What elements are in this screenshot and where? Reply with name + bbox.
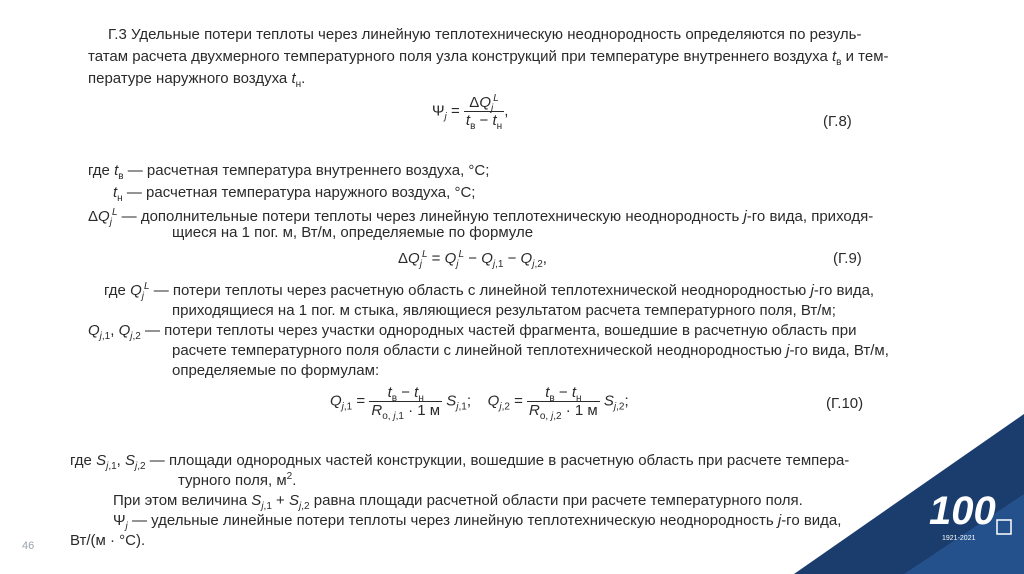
logo-years-text: 1921-2021	[942, 535, 976, 542]
intro-line-1: Г.3 Удельные потери теплоты через линейную теплотехническую неоднородность определяются по резуль-	[108, 26, 862, 43]
equation-g10: $Q_{j,1}$ = $\frac{t_в - t_н}{R_{о, j,1} \cdot 1 м}$ $S_{j,1}$; $Q_{j,2}$ = $\frac{t_в - t_н}{R_{о, j,2} \cdot 1 м}$ $S_{j,2}$;	[330, 384, 629, 422]
page-number: 46	[22, 540, 35, 552]
def-ql-line-2: приходящиеся на 1 пог. м стыка, являющиеся результатом расчета температурного поля, Вт/м;	[172, 302, 836, 319]
equation-g9: $\Delta Q_j^L = Q_j^L - Q_{j,1} - Q_{j,2}$,	[398, 249, 547, 270]
def-tn: $t_н$ — расчетная температура наружного воздуха, °С;	[113, 184, 476, 204]
equation-g8: $\Psi_j$ = $\frac{\Delta Q_j^L}{t_в - t_н}$ ,	[432, 93, 509, 132]
intro-line-3: пературе наружного воздуха $t_н$.	[88, 70, 306, 90]
equation-number-g10: (Г.10)	[826, 395, 864, 412]
def-psi-line-1: $\Psi_j$ — удельные линейные потери теплоты через линейную теплотехническую неоднородность j-го вида,	[113, 512, 842, 532]
note-line: При этом величина $S_{j,1} + S_{j,2}$ равна площади расчетной области при расчете температурного поля.	[113, 492, 803, 512]
equation-number-g9: (Г.9)	[833, 250, 862, 267]
def-tv: где $t_в$ — расчетная температура внутреннего воздуха, °С;	[88, 162, 490, 182]
def-psi-line-2: Вт/(м · °С).	[70, 532, 146, 549]
def-qj-line-2: расчете температурного поля области с линейной теплотехнической неоднородностью j-го вида, Вт/м,	[172, 342, 889, 359]
def-qj-line-1: $Q_{j,1}$, $Q_{j,2}$ — потери теплоты через участки однородных частей фрагмента, вошедшие в расчетную область при	[88, 322, 857, 342]
def-s-line-1: где $S_{j,1}$, $S_{j,2}$ — площади однородных частей конструкции, вошедшие в расчетную область при расчете темпера-	[70, 452, 850, 472]
intro-line-2: татам расчета двухмерного температурного поля узла конструкций при температуре внутреннего воздуха $t_в$ и тем-	[88, 48, 889, 68]
logo-100-text: 100	[929, 489, 996, 533]
def-qj-line-3: определяемые по формулам:	[172, 362, 380, 379]
anniversary-logo	[754, 374, 1024, 574]
def-dq-line-1: $\Delta Q_j^L$ — дополнительные потери теплоты через линейную теплотехническую неоднородность j-го вида, приходя-	[88, 207, 874, 228]
def-s-line-2: турного поля, $м^2$.	[178, 471, 297, 489]
def-dq-line-2: щиеся на 1 пог. м, Вт/м, определяемые по формуле	[172, 224, 534, 241]
equation-number-g8: (Г.8)	[823, 113, 852, 130]
def-ql-line-1: где $Q_j^L$ — потери теплоты через расчетную область с линейной теплотехнической неоднородностью j-го вида,	[104, 281, 875, 302]
